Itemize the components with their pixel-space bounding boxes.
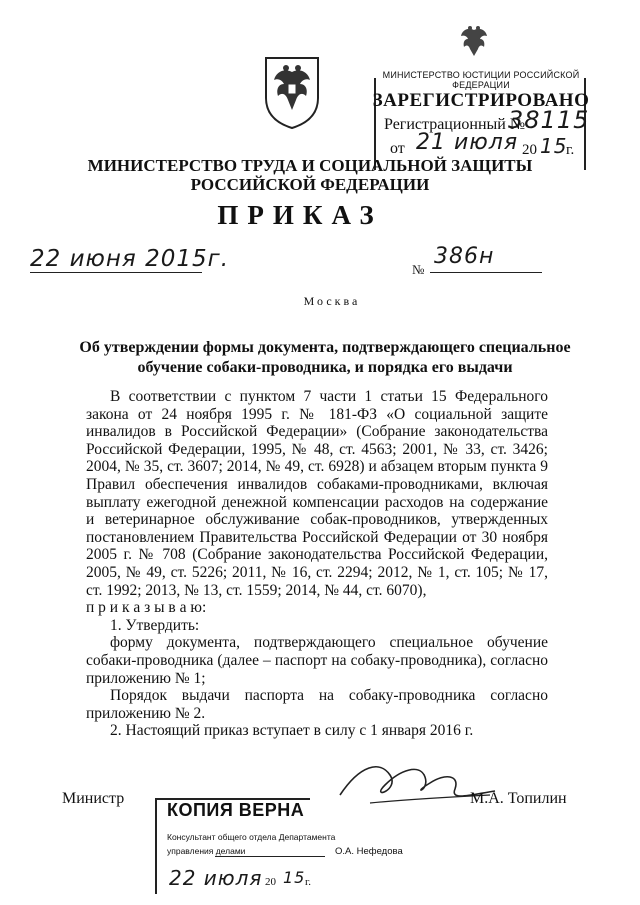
signatory-name: М.А. Топилин bbox=[470, 790, 567, 807]
order-body bbox=[86, 388, 548, 740]
body-paragraph-orders: п р и к а з ы в а ю: bbox=[86, 599, 207, 617]
copy-certified-stamp bbox=[155, 786, 415, 898]
copy-stamp-frame bbox=[155, 798, 157, 894]
copy-stamp-year-prefix: 20 bbox=[265, 876, 276, 888]
state-emblem-icon bbox=[262, 54, 322, 130]
stamp-from-label: от bbox=[390, 140, 405, 157]
order-title: Об утверждении формы документа, подтверждающего специальное обучение собаки-проводника, и порядка его выдачи bbox=[79, 339, 571, 376]
order-date: 22 июня 2015г. bbox=[30, 246, 229, 272]
order-number-label: № bbox=[412, 262, 425, 277]
stamp-number: 38115 bbox=[508, 106, 590, 134]
copy-stamp-name: О.А. Нефедова bbox=[335, 846, 403, 857]
body-paragraph-procedure: Порядок выдачи паспорта на собаку-проводника согласно приложению № 2. bbox=[86, 687, 548, 722]
order-number-underline bbox=[430, 272, 542, 273]
body-paragraph-item-1: 1. Утвердить: bbox=[110, 616, 200, 634]
copy-stamp-date: 22 июля bbox=[169, 866, 263, 890]
copy-stamp-position: Консультант общего отдела Департамента bbox=[167, 832, 336, 842]
document-type: ПРИКАЗ bbox=[217, 200, 383, 230]
registration-stamp bbox=[370, 22, 592, 162]
copy-stamp-year-g: г. bbox=[305, 876, 312, 888]
body-paragraph-item-2: 2. Настоящий приказ вступает в силу с 1 января 2016 г. bbox=[110, 722, 474, 740]
body-paragraph-form: форму документа, подтверждающего специальное обучение собаки-проводника (далее – паспорт на собаку-проводника), согласно приложению № 1; bbox=[86, 634, 548, 687]
order-date-underline bbox=[30, 272, 202, 273]
copy-stamp-sign-line bbox=[215, 856, 325, 857]
stamp-date: 21 июля bbox=[416, 130, 519, 155]
stamp-year-g: г. bbox=[566, 142, 575, 158]
city: Москва bbox=[303, 294, 361, 308]
stamp-year-suffix: 15 bbox=[540, 134, 568, 158]
stamp-ministry: МИНИСТЕРСТВО ЮСТИЦИИ РОССИЙСКОЙ ФЕДЕРАЦИИ bbox=[382, 70, 580, 90]
copy-stamp-department: управления делами bbox=[167, 846, 246, 856]
body-paragraph-preamble: В соответствии с пунктом 7 части 1 статьи 15 Федерального закона от 24 ноября 1995 г. № 181-ФЗ «О социальной защите инвалидов в Российской Федерации» (Собрание законодательства Российской Федерации, 1995, № 48, ст. 4563; 2001, № 33, ст. 3426; 2004, № 35, ст. 3607; 2014, № 49, ст. 6928) и абзацем вторым пункта 9 Правил обеспечения инвалидов собаками-проводниками, включая выплату ежегодной денежной компенсации расходов на содержание и ветеринарное обслуживание собак-проводников, утвержденных постановлением Правительства Российской Федерации от 30 ноября 2005 г. № 708 (Собрание законодательства Российской Федерации, 2005, № 49, ст. 5226; 2011, № 16, ст. 2294; 2012, № 1, ст. 105; № 17, ст. 1992; 2013, № 13, ст. 1559; 2014, № 44, ст. 6070), bbox=[86, 388, 548, 599]
copy-stamp-title: КОПИЯ ВЕРНА bbox=[167, 800, 305, 820]
ministry-title: МИНИСТЕРСТВО ТРУДА И СОЦИАЛЬНОЙ ЗАЩИТЫ РОССИЙСКОЙ ФЕДЕРАЦИИ bbox=[87, 156, 533, 194]
copy-stamp-year-suffix: 15 bbox=[283, 868, 306, 887]
signatory-position: Министр bbox=[62, 790, 125, 807]
stamp-emblem-icon bbox=[455, 22, 493, 64]
stamp-year-prefix: 20 bbox=[522, 142, 537, 158]
stamp-number-label: Регистрационный № bbox=[384, 116, 526, 133]
stamp-title: ЗАРЕГИСТРИРОВАНО bbox=[372, 90, 590, 111]
order-number: 386н bbox=[434, 244, 495, 269]
